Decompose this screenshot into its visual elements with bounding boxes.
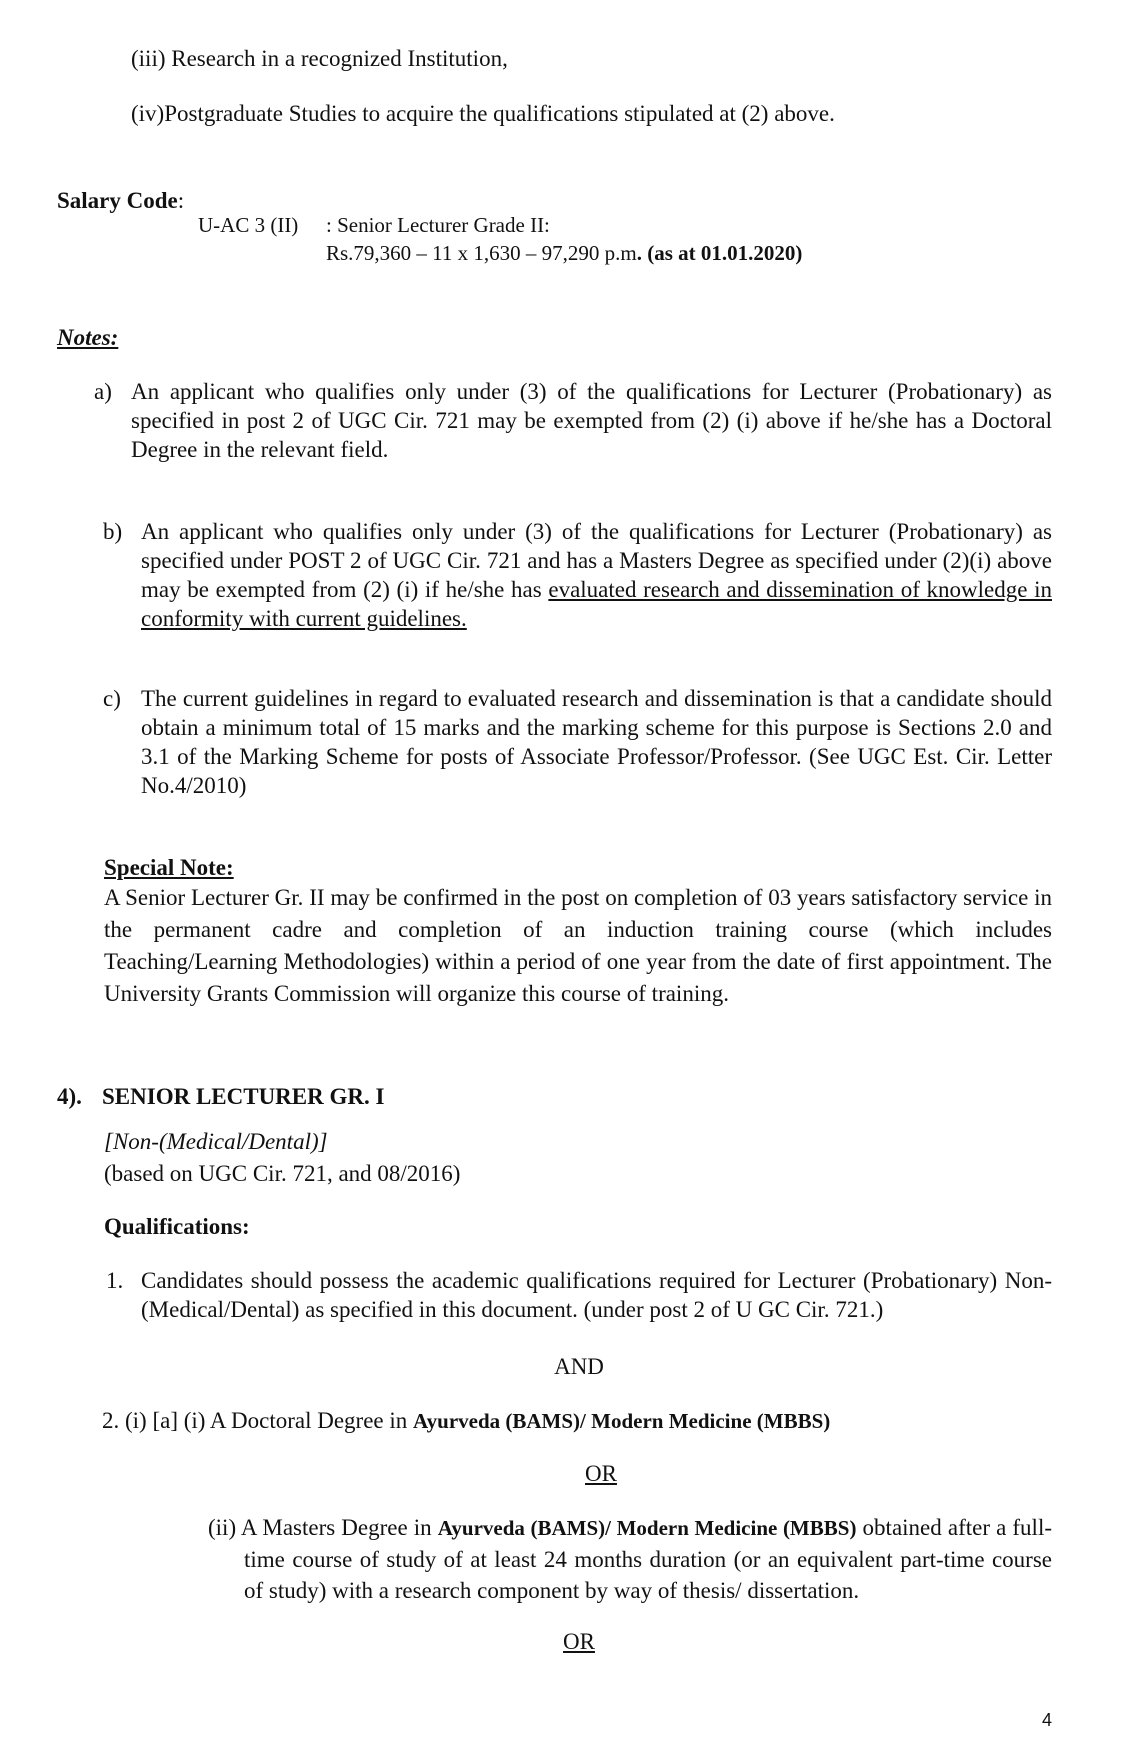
list-item-iv: (iv)Postgraduate Studies to acquire the qualifications stipulated at (2) above. [131, 101, 835, 126]
qualification-2 [102, 1406, 830, 1436]
salary-scale-date: . (as at 01.01.2020) [636, 241, 803, 265]
note-a-text: An applicant who qualifies only under (3) of the qualifications for Lecturer (Probationary) as specified in post 2 of UGC Cir. 721 may be exempted from (2) (i) above if he/she has a Doctoral Degree in the relevant field. [131, 379, 1052, 462]
note-b-marker: b) [103, 519, 123, 544]
salary-code-colon: : [177, 188, 185, 213]
qualification-2-degree: Ayurveda (BAMS)/ Modern Medicine (MBBS) [413, 1409, 831, 1433]
special-note-text: A Senior Lecturer Gr. II may be confirmed in the post on completion of 03 years satisfactory service in the permanent cadre and completion of an induction training course (which includes Teaching/Learning Methodologies) within a period of one year from the date of first appointment. The University Grants Commission will organize this course of training. [104, 885, 1052, 1006]
note-c-text: The current guidelines in regard to evaluated research and dissemination is that a candidate should obtain a minimum total of 15 marks and the marking scheme for this purpose is Sections 2.0 and 3.1 of the Marking Scheme for posts of Associate Professor/Professor. (See UGC Est. Cir. Letter No.4/2010) [141, 686, 1052, 798]
section-number: 4). [57, 1084, 82, 1109]
or-connector-2: OR [563, 1629, 595, 1654]
qualification-2-ii-degree: Ayurveda (BAMS)/ Modern Medicine (MBBS) [437, 1516, 857, 1540]
salary-code-value: U-AC 3 (II) [198, 213, 299, 237]
qualification-2-ii [208, 1512, 1052, 1606]
salary-scale-text: Rs.79,360 – 11 x 1,630 – 97,290 p.m [326, 241, 637, 265]
qualification-2-ii-prefix: (ii) A Masters Degree in [208, 1515, 438, 1540]
note-b-underlined: evaluated research and dissemination of knowledge in conformity with current guidelines. [141, 577, 1052, 631]
qualification-2-ii-rest: obtained after a full-time course of study of at least 24 months duration (or an equivalent part-time course of study) with a research component by way of thesis/ dissertation. [244, 1515, 1052, 1603]
notes-heading: Notes: [57, 325, 119, 350]
note-a-marker: a) [94, 379, 112, 404]
note-b-text [141, 517, 1052, 633]
page-number: 4 [1042, 1710, 1053, 1730]
salary-scale [326, 239, 802, 268]
and-connector: AND [554, 1354, 604, 1379]
note-b-body: An applicant who qualifies only under (3) of the qualifications for Lecturer (Probationary) as specified under POST 2 of UGC Cir. 721 and has a Masters Degree as specified under (2)(i) above may be exempted from (2) (i) if he/she has [141, 519, 1052, 602]
note-c-marker: c) [103, 686, 121, 711]
section-subtitle: [Non-(Medical/Dental)] [104, 1129, 328, 1154]
salary-code-label: Salary Code [57, 188, 178, 213]
special-note-heading: Special Note: [104, 855, 234, 880]
qualification-2-prefix: 2. (i) [a] (i) A Doctoral Degree in [102, 1408, 414, 1433]
section-title: SENIOR LECTURER GR. I [102, 1084, 385, 1109]
qualifications-heading: Qualifications: [104, 1214, 250, 1239]
qualification-1-text: Candidates should possess the academic qualifications required for Lecturer (Probationary) Non- (Medical/Dental) as specified in this document. (under post 2 of U GC Cir. 721.) [141, 1268, 1052, 1322]
list-item-iii: (iii) Research in a recognized Institution, [131, 46, 508, 71]
salary-code-heading [57, 186, 184, 215]
qualification-1-marker: 1. [106, 1268, 124, 1293]
or-connector-1: OR [585, 1461, 617, 1486]
salary-grade: : Senior Lecturer Grade II: [326, 213, 550, 237]
section-basis: (based on UGC Cir. 721, and 08/2016) [104, 1161, 461, 1186]
